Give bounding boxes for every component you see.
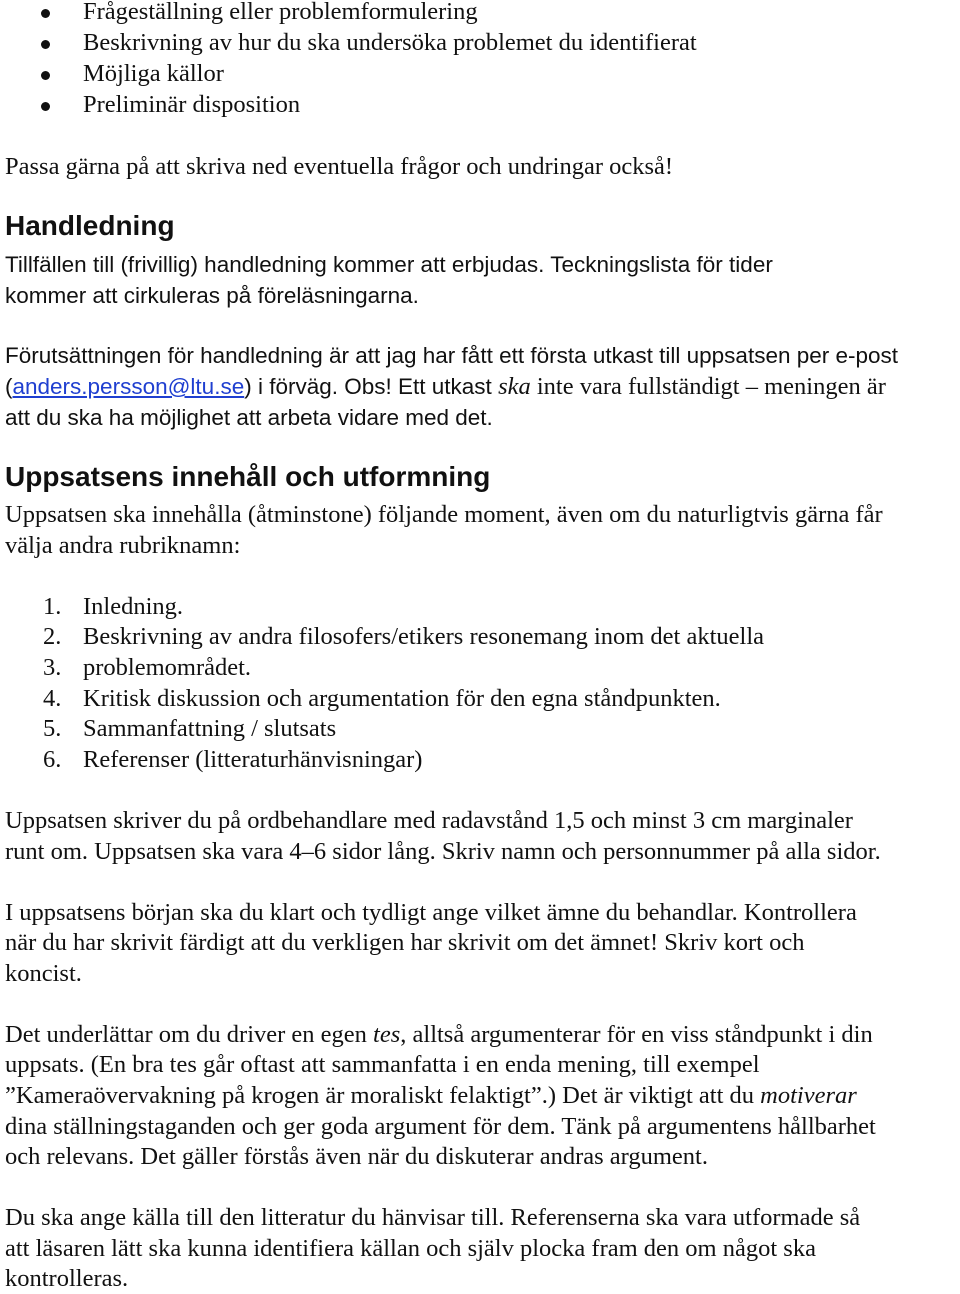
paragraph-line: Tillfällen till (frivillig) handledning kommer att erbjudas. Teckningslista för tider (5, 252, 773, 277)
bullet-dot (41, 102, 50, 111)
list-item: Sammanfattning / slutsats (83, 715, 337, 742)
bullet-dot (41, 71, 50, 80)
paragraph-line: när du har skrivit färdigt att du verkligen har skrivit om det ämnet! Skriv kort och (5, 929, 805, 956)
list-item: Referenser (litteraturhänvisningar) (83, 746, 423, 773)
paragraph-line: uppsats. (En bra tes går oftast att sammanfatta i en enda mening, till exempel (5, 1051, 760, 1078)
paragraph-line: Uppsatsen skriver du på ordbehandlare med radavstånd 1,5 och minst 3 cm marginaler (5, 807, 853, 834)
after-email-text: ) i förväg. Obs! Ett utkast (244, 374, 499, 399)
text-segment: , alltså argumenterar för en viss ståndpunkt i din (400, 1021, 873, 1048)
list-item: Preliminär disposition (83, 91, 301, 118)
list-number: 2. (43, 623, 62, 650)
paragraph-line: Förutsättningen för handledning är att jag har fått ett första utkast till uppsatsen per e-post (5, 343, 899, 368)
emphasis-ska: ska (498, 373, 531, 400)
list-item: Möjliga källor (83, 60, 224, 87)
paragraph-line: runt om. Uppsatsen ska vara 4–6 sidor lång. Skriv namn och personnummer på alla sidor. (5, 838, 881, 865)
paragraph-line: koncist. (5, 960, 82, 987)
paragraph-line: Du ska ange källa till den litteratur du hänvisar till. Referenserna ska vara utformade så (5, 1204, 861, 1231)
list-number: 5. (43, 715, 62, 742)
text-segment: Det underlättar om du driver en egen (5, 1021, 374, 1048)
bullet-dot (41, 9, 50, 18)
paragraph-line (5, 1020, 873, 1050)
paragraph-line: Uppsatsen ska innehålla (åtminstone) följande moment, även om du naturligtvis gärna får (5, 501, 883, 528)
paragraph-line: kontrolleras. (5, 1265, 129, 1292)
paragraph-line: dina ställningstaganden och ger goda argument för dem. Tänk på argumentens hållbarhet (5, 1113, 876, 1140)
rest-text: inte vara fullständigt – meningen är (530, 373, 886, 400)
section-heading-handledning: Handledning (5, 210, 175, 241)
open-paren: ( (5, 374, 13, 399)
list-item: Beskrivning av andra filosofers/etikers resonemang inom det aktuella (83, 623, 765, 650)
paragraph-line: kommer att cirkuleras på föreläsningarna. (5, 283, 419, 308)
paragraph-line: att du ska ha möjlighet att arbeta vidare med det. (5, 405, 493, 430)
intro-note: Passa gärna på att skriva ned eventuella frågor och undringar också! (5, 153, 674, 180)
list-item: Beskrivning av hur du ska undersöka problemet du identifierat (83, 29, 697, 56)
paragraph-line-with-email (5, 372, 886, 402)
list-number: 1. (43, 593, 62, 620)
list-item: Kritisk diskussion och argumentation för den egna ståndpunkten. (83, 685, 721, 712)
list-item: Inledning. (83, 593, 184, 620)
paragraph-line: välja andra rubriknamn: (5, 532, 241, 559)
paragraph-line: I uppsatsens början ska du klart och tydligt ange vilket ämne du behandlar. Kontrollera (5, 899, 857, 926)
list-number: 4. (43, 685, 62, 712)
email-link[interactable]: anders.persson@ltu.se (12, 374, 245, 399)
emphasis-tes: tes (373, 1021, 401, 1048)
paragraph-line (5, 1081, 857, 1111)
bullet-dot (41, 40, 50, 49)
list-item: problemområdet. (83, 654, 252, 681)
list-number: 6. (43, 746, 62, 773)
section-heading-uppsats: Uppsatsens innehåll och utformning (5, 461, 491, 492)
list-number: 3. (43, 654, 62, 681)
list-item: Frågeställning eller problemformulering (83, 0, 478, 25)
text-segment: ”Kameraövervakning på krogen är moraliskt felaktigt”.) Det är viktigt att du (5, 1082, 761, 1109)
paragraph-line: att läsaren lätt ska kunna identifiera källan och själv plocka fram den om något ska (5, 1235, 816, 1262)
paragraph-line: och relevans. Det gäller förstås även när du diskuterar andras argument. (5, 1143, 708, 1170)
emphasis-motiverar: motiverar (760, 1082, 857, 1109)
